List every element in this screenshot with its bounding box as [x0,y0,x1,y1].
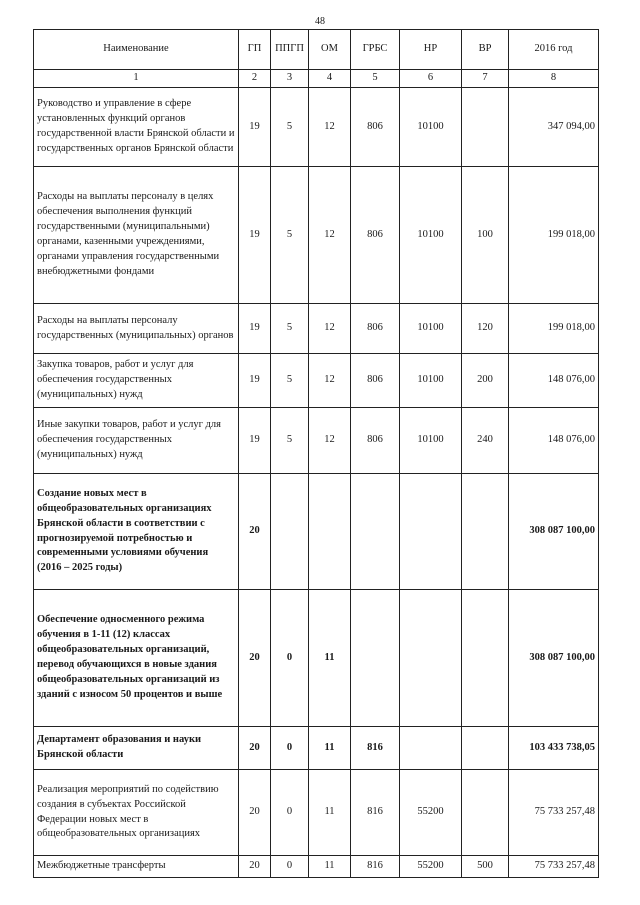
table-row [34,167,599,304]
row-ppgp [271,474,309,590]
row-vr: 240 [462,408,509,474]
row-name: Закупка товаров, работ и услуг для обеспечения государственных (муниципальных) нужд [34,354,239,408]
row-gp: 20 [239,590,271,727]
row-amount: 75 733 257,48 [509,856,599,878]
header-row [34,30,599,70]
row-name: Департамент образования и науки Брянской области [34,727,239,770]
row-grbs: 806 [351,167,400,304]
row-om: 12 [309,408,351,474]
row-vr [462,88,509,167]
column-number: 4 [309,70,351,88]
row-om: 11 [309,590,351,727]
row-ppgp: 5 [271,88,309,167]
table-row [34,856,599,878]
row-name: Расходы на выплаты персоналу государственных (муниципальных) органов [34,304,239,354]
row-name: Руководство и управление в сфере установленных функций органов государственной власти Брянской области и государственных органов Брянской области [34,88,239,167]
row-nr: 55200 [400,770,462,856]
page-number: 48 [315,16,325,27]
row-om: 11 [309,770,351,856]
column-number: 8 [509,70,599,88]
table-row [34,304,599,354]
row-ppgp: 0 [271,770,309,856]
row-nr: 10100 [400,167,462,304]
row-om: 12 [309,88,351,167]
header-ppgp: ППГП [271,30,309,70]
row-om: 11 [309,856,351,878]
row-grbs: 806 [351,88,400,167]
row-nr: 10100 [400,304,462,354]
row-om: 12 [309,354,351,408]
row-amount: 308 087 100,00 [509,474,599,590]
row-grbs: 816 [351,856,400,878]
table-row [34,727,599,770]
table-row [34,770,599,856]
row-nr: 55200 [400,856,462,878]
row-ppgp: 0 [271,727,309,770]
row-ppgp: 5 [271,354,309,408]
column-number: 6 [400,70,462,88]
row-amount: 75 733 257,48 [509,770,599,856]
row-nr: 10100 [400,408,462,474]
row-vr [462,590,509,727]
row-om: 11 [309,727,351,770]
column-number: 2 [239,70,271,88]
row-amount: 148 076,00 [509,408,599,474]
row-om [309,474,351,590]
row-ppgp: 5 [271,408,309,474]
row-vr: 200 [462,354,509,408]
row-grbs [351,474,400,590]
header-om: ОМ [309,30,351,70]
column-number: 3 [271,70,309,88]
row-name: Межбюджетные трансферты [34,856,239,878]
row-grbs [351,590,400,727]
column-number: 7 [462,70,509,88]
column-number: 1 [34,70,239,88]
row-gp: 20 [239,770,271,856]
row-gp: 20 [239,474,271,590]
row-ppgp: 5 [271,304,309,354]
row-name: Иные закупки товаров, работ и услуг для обеспечения государственных (муниципальных) нужд [34,408,239,474]
row-name: Обеспечение односменного режима обучения в 1-11 (12) классах общеобразовательных организаций, перевод обучающихся в новые здания общеобразовательных организаций из зданий с износом 50 процентов и выше [34,590,239,727]
row-gp: 19 [239,88,271,167]
row-grbs: 806 [351,354,400,408]
row-ppgp: 0 [271,590,309,727]
row-grbs: 806 [351,304,400,354]
row-nr [400,474,462,590]
row-om: 12 [309,167,351,304]
row-gp: 19 [239,167,271,304]
row-grbs: 816 [351,727,400,770]
row-vr [462,770,509,856]
row-ppgp: 0 [271,856,309,878]
row-amount: 199 018,00 [509,304,599,354]
row-vr [462,727,509,770]
row-gp: 19 [239,354,271,408]
budget-table [33,29,599,878]
header-name: Наименование [34,30,239,70]
header-gp: ГП [239,30,271,70]
row-gp: 19 [239,304,271,354]
row-grbs: 806 [351,408,400,474]
row-ppgp: 5 [271,167,309,304]
header-nr: НР [400,30,462,70]
row-gp: 19 [239,408,271,474]
row-amount: 103 433 738,05 [509,727,599,770]
row-nr: 10100 [400,88,462,167]
row-name: Реализация мероприятий по содействию создания в субъектах Российской Федерации новых мест в общеобразовательных организациях [34,770,239,856]
row-vr: 500 [462,856,509,878]
table-row [34,408,599,474]
row-nr: 10100 [400,354,462,408]
row-vr: 120 [462,304,509,354]
row-om: 12 [309,304,351,354]
column-number-row [34,70,599,88]
row-nr [400,727,462,770]
row-gp: 20 [239,727,271,770]
header-year: 2016 год [509,30,599,70]
row-amount: 347 094,00 [509,88,599,167]
row-amount: 199 018,00 [509,167,599,304]
table-row [34,474,599,590]
header-vr: ВР [462,30,509,70]
table-row [34,590,599,727]
table-row [34,88,599,167]
row-grbs: 816 [351,770,400,856]
row-name: Расходы на выплаты персоналу в целях обеспечения выполнения функций государственными (муниципальными) органами, казенными учреждениями, органами управления государственными внебюджетными фондами [34,167,239,304]
row-nr [400,590,462,727]
column-number: 5 [351,70,400,88]
row-amount: 308 087 100,00 [509,590,599,727]
row-vr: 100 [462,167,509,304]
table-row [34,354,599,408]
row-vr [462,474,509,590]
row-amount: 148 076,00 [509,354,599,408]
row-gp: 20 [239,856,271,878]
header-grbs: ГРБС [351,30,400,70]
row-name: Создание новых мест в общеобразовательных организациях Брянской области в соответствии с прогнозируемой потребностью и современными условиями обучения (2016 – 2025 годы) [34,474,239,590]
